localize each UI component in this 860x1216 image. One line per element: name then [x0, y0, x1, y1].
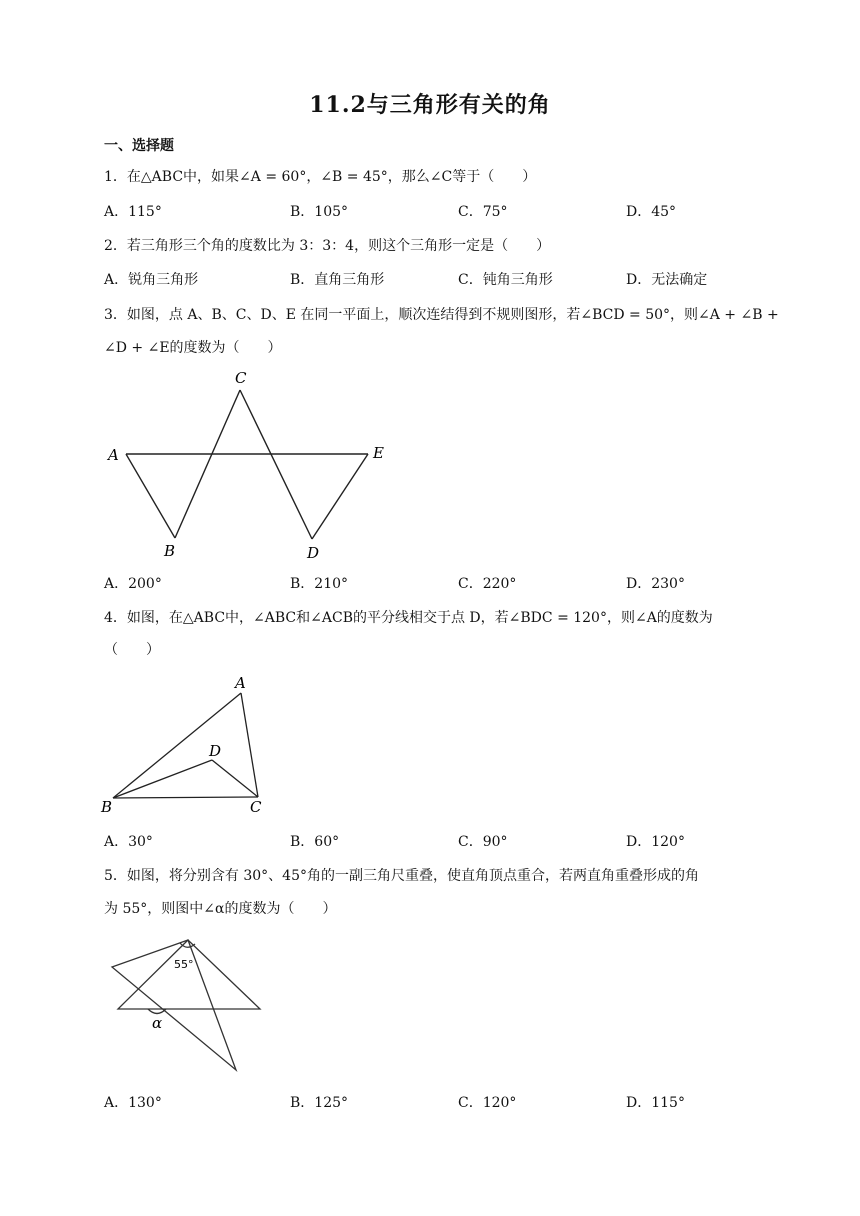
- q5-option-b: B．125°: [290, 1095, 349, 1111]
- q5-triangle-45: [118, 940, 260, 1009]
- q3-segment-de: [312, 454, 368, 539]
- question-3-text-line2: ∠D + ∠E的度数为（ ）: [104, 340, 282, 356]
- q4-segment-bc: [113, 797, 258, 798]
- question-4-text-line2: （ ）: [104, 642, 160, 658]
- q4-segment-ba: [113, 693, 241, 798]
- q3-label-d: D: [307, 544, 320, 562]
- page-title: 11.2与三角形有关的角: [309, 92, 551, 118]
- figure-q5: [100, 930, 280, 1080]
- q4-segment-ac: [241, 693, 258, 797]
- q1-option-d: D．45°: [626, 204, 677, 220]
- question-3-text-line1: 3．如图，点 A、B、C、D、E 在同一平面上，顺次连结得到不规则图形，若∠BCD = 50°，则∠A + ∠B +: [104, 307, 779, 323]
- q3-label-e: E: [373, 444, 384, 462]
- q3-option-c: C．220°: [458, 576, 517, 592]
- q1-option-c: C．75°: [458, 204, 508, 220]
- q2-option-d: D．无法确定: [626, 272, 708, 288]
- question-2-text: 2．若三角形三个角的度数比为 3：3：4，则这个三角形一定是（ ）: [104, 238, 551, 254]
- q4-segment-dc: [212, 760, 258, 797]
- q1-option-b: B．105°: [290, 204, 349, 220]
- q3-option-d: D．230°: [626, 576, 685, 592]
- q3-label-a: A: [108, 446, 119, 464]
- q3-option-b: B．210°: [290, 576, 349, 592]
- q1-option-a: A．115°: [104, 204, 162, 220]
- question-5-text-line1: 5．如图，将分别含有 30°、45°角的一副三角尺重叠，使直角顶点重合，若两直角重叠形成的角: [104, 868, 699, 884]
- q5-option-c: C．120°: [458, 1095, 517, 1111]
- figure-q3: [100, 365, 400, 565]
- figure-q4: [95, 670, 275, 820]
- q3-segment-ab: [126, 454, 175, 538]
- q3-option-a: A．200°: [104, 576, 162, 592]
- q5-label-55: 55°: [174, 958, 194, 971]
- section-heading: 一、选择题: [104, 138, 174, 154]
- question-5-text-line2: 为 55°，则图中∠α的度数为（ ）: [104, 901, 337, 917]
- q5-angle-mark-55: [180, 943, 195, 947]
- q4-label-b: B: [101, 798, 113, 816]
- q2-option-c: C．钝角三角形: [458, 272, 553, 288]
- q4-option-d: D．120°: [626, 834, 685, 850]
- q4-label-a: A: [235, 674, 246, 692]
- q3-label-b: B: [164, 542, 176, 560]
- q5-option-d: D．115°: [626, 1095, 685, 1111]
- q4-option-a: A．30°: [104, 834, 153, 850]
- q5-label-alpha: α: [152, 1014, 163, 1032]
- q2-option-a: A．锐角三角形: [104, 272, 199, 288]
- q4-option-c: C．90°: [458, 834, 508, 850]
- q5-option-a: A．130°: [104, 1095, 162, 1111]
- q3-segment-bc: [175, 390, 240, 538]
- question-4-text-line1: 4．如图，在△ABC中，∠ABC和∠ACB的平分线相交于点 D，若∠BDC = 120°，则∠A的度数为: [104, 610, 713, 626]
- q4-label-d: D: [209, 742, 222, 760]
- q4-option-b: B．60°: [290, 834, 340, 850]
- question-1-text: 1．在△ABC中，如果∠A = 60°，∠B = 45°，那么∠C等于（ ）: [104, 169, 537, 185]
- q3-segment-cd: [240, 390, 312, 539]
- q4-label-c: C: [250, 798, 262, 816]
- q4-segment-bd: [113, 760, 212, 798]
- q2-option-b: B．直角三角形: [290, 272, 385, 288]
- q3-label-c: C: [235, 369, 247, 387]
